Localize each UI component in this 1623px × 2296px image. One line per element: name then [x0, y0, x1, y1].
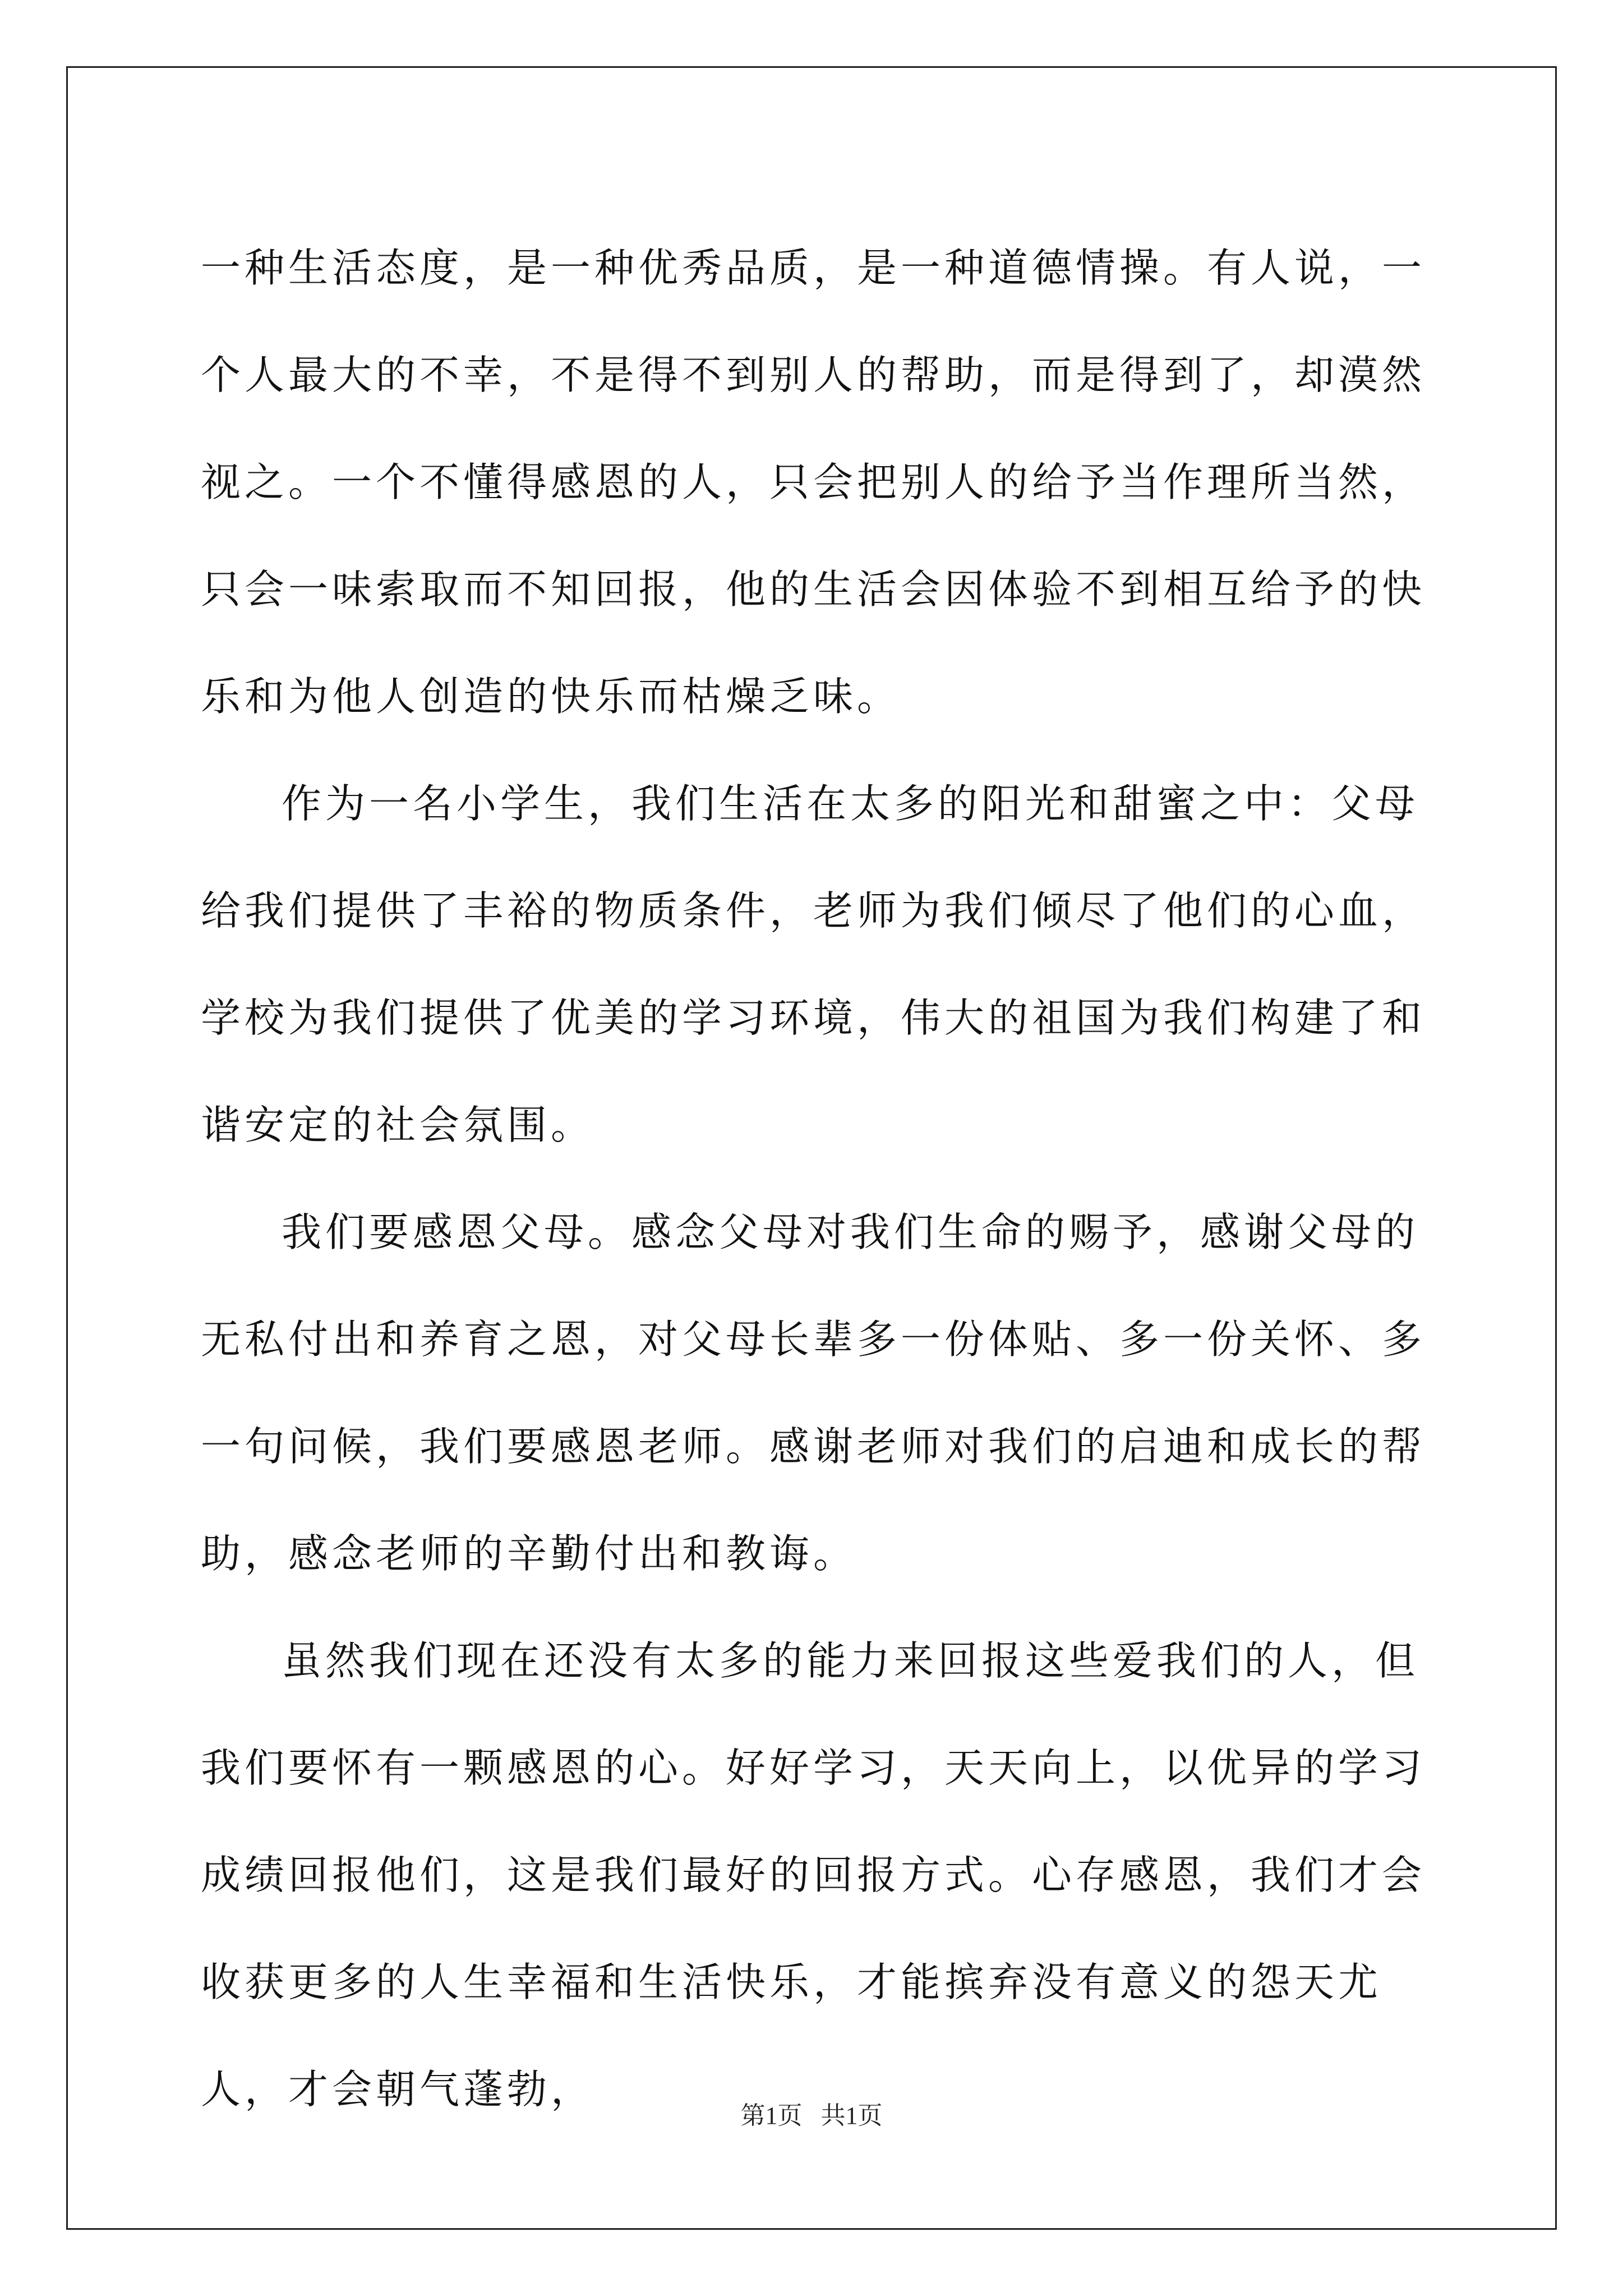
paragraph-3: 我们要感恩父母。感念父母对我们生命的赐予，感谢父母的无私付出和养育之恩，对父母长辈多一份体贴、多一份关怀、多一句问候，我们要感恩老师。感谢老师对我们的启迪和成长的帮助，感念老师的辛勤付出和教诲。	[201, 1209, 1426, 1577]
paragraph-2: 作为一名小学生，我们生活在太多的阳光和甜蜜之中：父母给我们提供了丰裕的物质条件，老师为我们倾尽了他们的心血，学校为我们提供了优美的学习环境，伟大的祖国为我们构建了和谐安定的社会氛围。	[201, 780, 1426, 1148]
page-number-footer: 第1页 共1页	[740, 2102, 883, 2129]
paragraph-1: 一种生活态度，是一种优秀品质，是一种道德情操。有人说，一个人最大的不幸，不是得不到别人的帮助，而是得到了，却漠然视之。一个不懂得感恩的人，只会把别人的给予当作理所当然，只会一味索取而不知回报，他的生活会因体验不到相互给予的快乐和为他人创造的快乐而枯燥乏味。	[201, 245, 1426, 720]
paragraph-4: 虽然我们现在还没有太多的能力来回报这些爱我们的人，但我们要怀有一颗感恩的心。好好学习，天天向上，以优异的学习成绩回报他们，这是我们最好的回报方式。心存感恩，我们才会收获更多的人生幸福和生活快乐，才能摈弃没有意义的怨天尤人，才会朝气蓬勃，	[201, 1637, 1426, 2113]
document-body	[201, 214, 1429, 2143]
